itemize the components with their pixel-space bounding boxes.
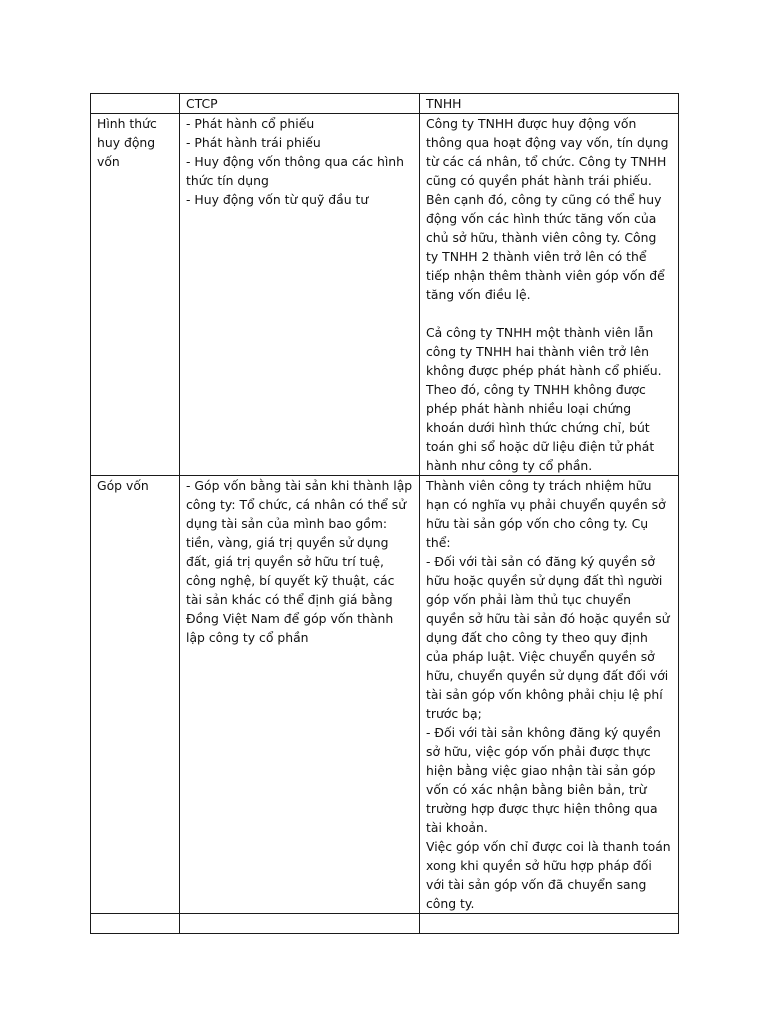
ctcp-cell <box>180 114 420 476</box>
empty-table-row <box>91 914 679 934</box>
row-label: Hình thức huy động vốn <box>97 116 161 169</box>
table-header-row <box>91 94 679 114</box>
table-row <box>91 114 679 476</box>
ctcp-cell <box>180 476 420 914</box>
empty-cell <box>420 914 679 934</box>
table-row <box>91 476 679 914</box>
header-cell-tnhh: TNHH <box>420 94 679 114</box>
ctcp-text: - Phát hành cổ phiếu - Phát hành trái phiếu - Huy động vốn thông qua các hình thức tín dụng - Huy động vốn từ quỹ đầu tư <box>186 116 405 207</box>
header-cell-empty <box>91 94 180 114</box>
tnhh-cell <box>420 476 679 914</box>
header-cell-ctcp: CTCP <box>180 94 420 114</box>
tnhh-text: Thành viên công ty trách nhiệm hữu hạn có nghĩa vụ phải chuyển quyền sở hữu tài sản góp vốn cho công ty. Cụ thể: - Đối với tài sản có đăng ký quyền sở hữu hoặc quyền sử dụng đất thì người góp vốn phải làm thủ tục chuyển quyền sở hữu tài sản đó hoặc quyền sử dụng đất cho công ty theo quy định của pháp luật. Việc chuyển quyền sở hữu, chuyển quyền sử dụng đất đối với tài sản góp vốn không phải chịu lệ phí trước bạ; - Đối với tài sản không đăng ký quyền sở hữu, việc góp vốn phải được thực hiện bằng việc giao nhận tài sản góp vốn có xác nhận bằng biên bản, trừ trường hợp được thực hiện thông qua tài khoản. Việc góp vốn chỉ được coi là thanh toán xong khi quyền sở hữu hợp pháp đối với tài sản góp vốn đã chuyển sang công ty. <box>426 478 671 911</box>
row-label-cell <box>91 114 180 476</box>
tnhh-cell <box>420 114 679 476</box>
comparison-table <box>90 93 679 934</box>
empty-cell <box>91 914 180 934</box>
row-label-cell <box>91 476 180 914</box>
empty-cell <box>180 914 420 934</box>
ctcp-text: - Góp vốn bằng tài sản khi thành lập công ty: Tổ chức, cá nhân có thể sử dụng tài sản của mình bao gồm: tiền, vàng, giá trị quyền sử dụng đất, giá trị quyền sở hữu trí tuệ, công nghệ, bí quyết kỹ thuật, các tài sản khác có thể định giá bằng Đồng Việt Nam để góp vốn thành lập công ty cổ phần <box>186 478 417 645</box>
tnhh-text: Công ty TNHH được huy động vốn thông qua hoạt động vay vốn, tín dụng từ các cá nhân, tổ chức. Công ty TNHH cũng có quyền phát hành trái phiếu. Bên cạnh đó, công ty cũng có thể huy động vốn các hình thức tăng vốn của chủ sở hữu, thành viên công ty. Công ty TNHH 2 thành viên trở lên có thể tiếp nhận thêm thành viên góp vốn để tăng vốn điều lệ. Cả công ty TNHH một thành viên lẫn công ty TNHH hai thành viên trở lên không được phép phát hành cổ phiếu. Theo đó, công ty TNHH không được phép phát hành nhiều loại chứng khoán dưới hình thức chứng chỉ, bút toán ghi sổ hoặc dữ liệu điện tử phát hành như công ty cổ phần. <box>426 116 669 473</box>
row-label: Góp vốn <box>97 478 149 493</box>
